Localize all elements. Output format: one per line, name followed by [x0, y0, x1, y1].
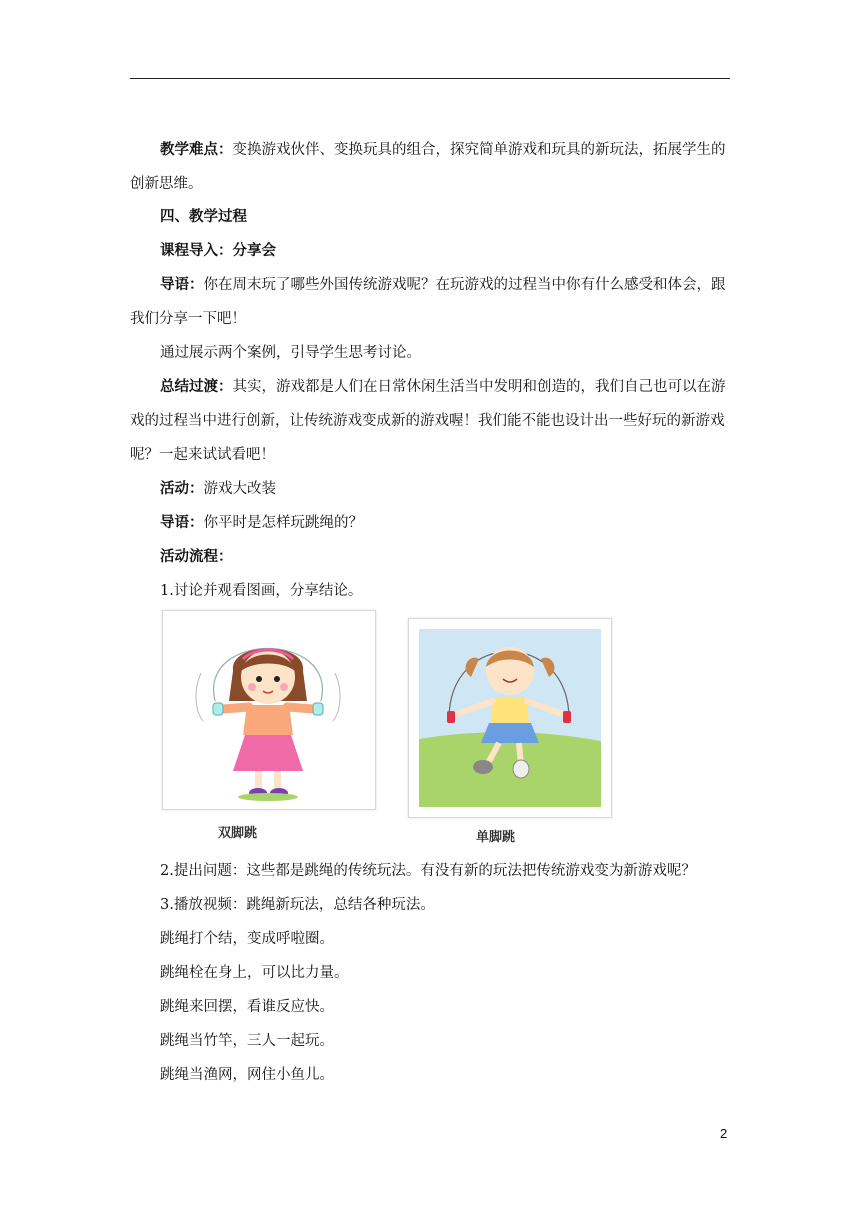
flow-heading: 活动流程：: [160, 548, 233, 565]
method-item: 跳绳当渔网，网住小鱼儿。: [160, 1067, 334, 1083]
step3-text: 3.播放视频：跳绳新玩法，总结各种玩法。: [160, 897, 435, 913]
page-number: 2: [720, 1126, 728, 1141]
guide2-label: 导语：: [160, 514, 204, 531]
left-figure-caption: 双脚跳: [218, 826, 258, 841]
right-figure-caption: 单脚跳: [476, 830, 516, 845]
method-item: 跳绳当竹竿，三人一起玩。: [160, 1033, 334, 1049]
double-foot-jump-illustration: [163, 611, 375, 809]
cases-text: 通过展示两个案例，引导学生思考讨论。: [160, 345, 421, 361]
guide2-line: [130, 506, 732, 540]
double-foot-jump-image: [162, 610, 376, 810]
transition-paragraph: [130, 370, 732, 472]
section-heading: 四、教学过程: [160, 208, 247, 225]
single-foot-jump-illustration: [409, 619, 611, 817]
activity-text: 游戏大改装: [203, 481, 276, 497]
difficulty-paragraph: [130, 133, 732, 201]
method-item: 跳绳打个结，变成呼啦圈。: [160, 931, 334, 947]
guide1-label: 导语：: [160, 276, 204, 293]
step2-text: 2.提出问题：这些都是跳绳的传统玩法。有没有新的玩法把传统游戏变为新游戏呢？: [160, 863, 696, 879]
difficulty-label: 教学难点：: [160, 141, 233, 158]
step1-text: 1.讨论并观看图画，分享结论。: [160, 583, 363, 599]
method-item: 跳绳栓在身上，可以比力量。: [160, 965, 349, 981]
guide1-paragraph: [130, 268, 732, 336]
method-item: 跳绳来回摆，看谁反应快。: [160, 999, 334, 1015]
single-foot-jump-image: [408, 618, 612, 818]
transition-label: 总结过渡：: [160, 378, 233, 395]
guide1-text: 你在周末玩了哪些外国传统游戏呢？在玩游戏的过程当中你有什么感受和体会，跟我们分享一下吧！: [130, 277, 726, 327]
difficulty-text: 变换游戏伙伴、变换玩具的组合，探究简单游戏和玩具的新玩法，拓展学生的创新思维。: [130, 142, 726, 192]
transition-text: 其实，游戏都是人们在日常休闲生活当中发明和创造的，我们自己也可以在游戏的过程当中进行创新，让传统游戏变成新的游戏喔！我们能不能也设计出一些好玩的新游戏呢？一起来试试看吧！: [130, 379, 726, 463]
activity-line: [130, 472, 732, 506]
header-rule: [130, 78, 730, 79]
activity-label: 活动：: [160, 480, 204, 497]
intro-heading: 课程导入：分享会: [160, 242, 276, 259]
guide2-text: 你平时是怎样玩跳绳的？: [203, 515, 363, 531]
